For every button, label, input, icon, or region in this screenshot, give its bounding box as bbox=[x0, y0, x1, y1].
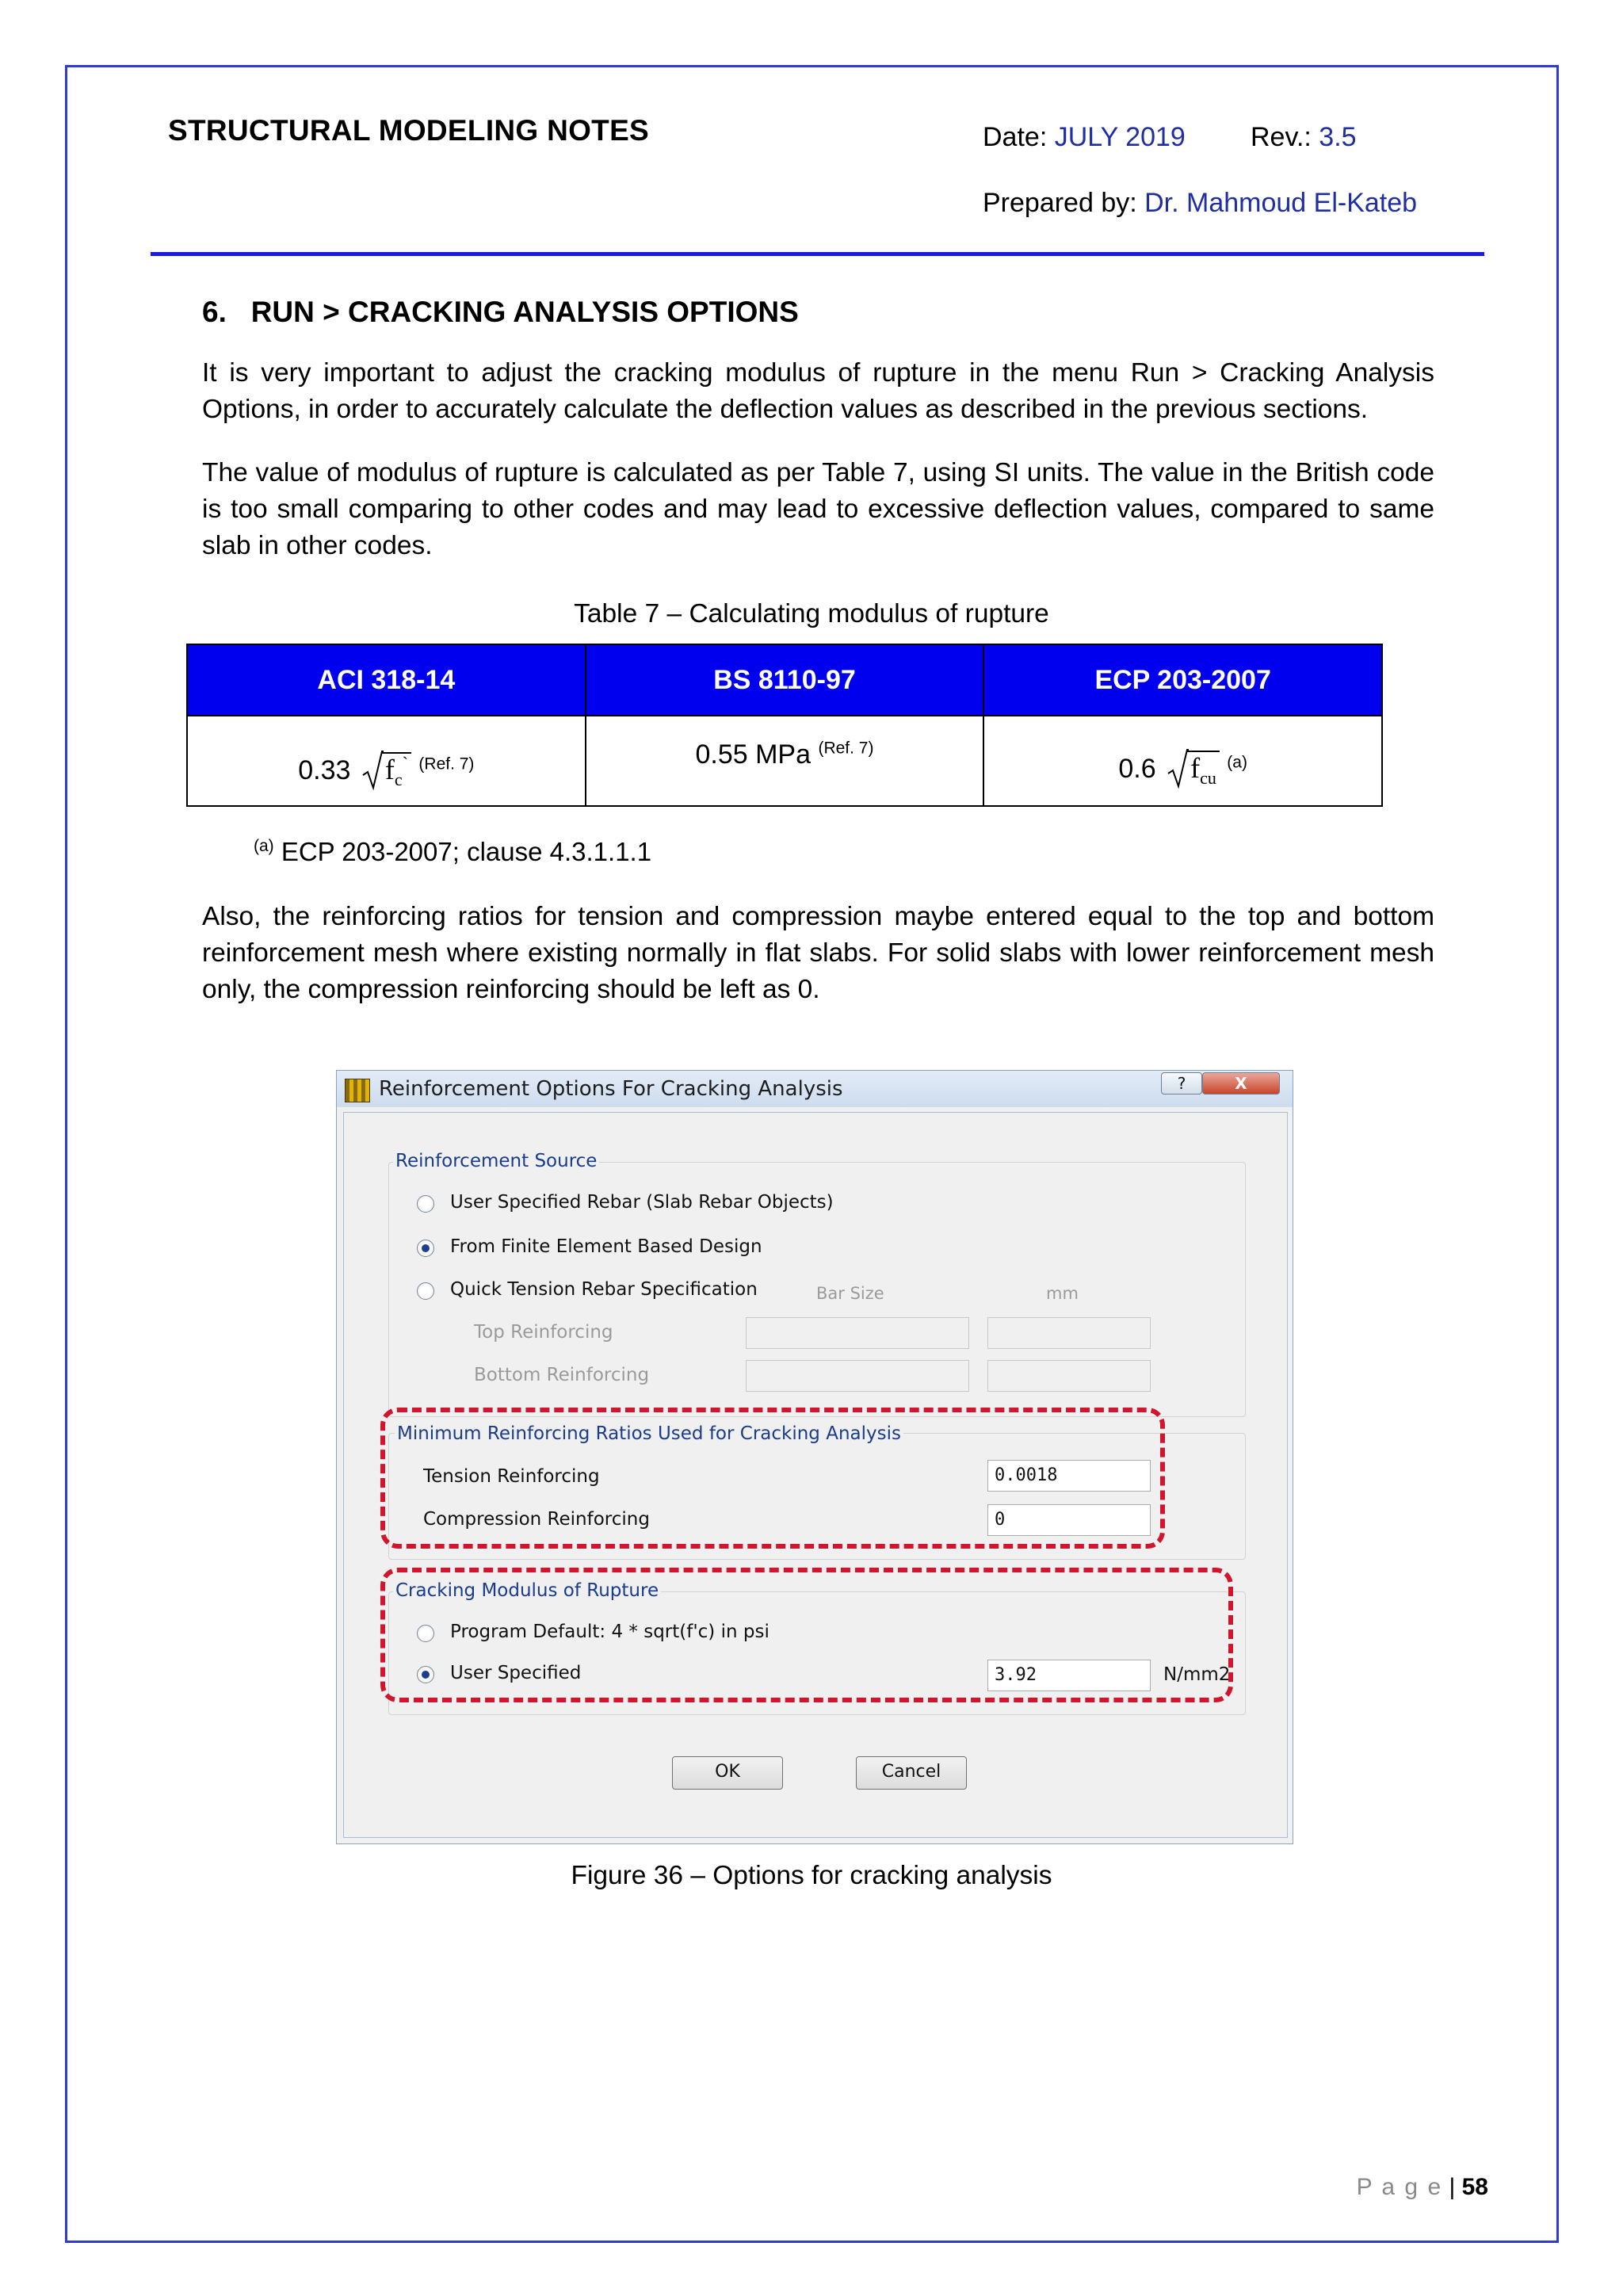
bottom-bar-size-input[interactable] bbox=[746, 1360, 969, 1392]
table-row bbox=[187, 716, 1382, 806]
date-field bbox=[983, 122, 1186, 153]
rev-label: Rev.: bbox=[1251, 122, 1312, 152]
compression-reinforcing-label: Compression Reinforcing bbox=[423, 1509, 650, 1530]
group-label: Reinforcement Source bbox=[393, 1151, 599, 1171]
section-heading: 6. RUN > CRACKING ANALYSIS OPTIONS bbox=[202, 296, 799, 328]
table-caption: Table 7 – Calculating modulus of rupture bbox=[574, 599, 1049, 628]
highlight-min-ratios bbox=[380, 1408, 1165, 1549]
document-title: STRUCTURAL MODELING NOTES bbox=[168, 114, 650, 147]
radio-label: Program Default: 4 * sqrt(f'c) in psi bbox=[450, 1622, 769, 1642]
ecp-reference: (a) bbox=[1227, 754, 1247, 773]
top-bar-size-input[interactable] bbox=[746, 1317, 969, 1349]
paragraph-1: It is very important to adjust the cracking modulus of rupture in the menu Run > Cracking Analysis Options, in order to accurately calculate the deflection values as described in the previous sections. bbox=[202, 358, 1434, 424]
footnote-mark: (a) bbox=[254, 837, 274, 855]
table-header-row bbox=[187, 644, 1382, 716]
figure-caption: Figure 36 – Options for cracking analysis bbox=[571, 1861, 1052, 1890]
prepared-value: Dr. Mahmoud El-Kateb bbox=[1144, 188, 1418, 218]
ecp-coefficient: 0.6 bbox=[1118, 754, 1156, 785]
paragraph-3: Also, the reinforcing ratios for tension and compression maybe entered equal to the top and bottom reinforcement mesh where existing normally in flat slabs. For solid slabs with lower reinforcement mesh only, the compression reinforcing should be left as 0. bbox=[202, 902, 1434, 1004]
group-label: Minimum Reinforcing Ratios Used for Cracking Analysis bbox=[395, 1423, 903, 1444]
app-icon bbox=[345, 1079, 370, 1102]
mm-header: mm bbox=[1046, 1284, 1079, 1303]
ecp-subscript: cu bbox=[1200, 768, 1216, 789]
aci-prime: ` bbox=[402, 753, 408, 774]
table-footnote bbox=[254, 837, 651, 867]
dialog-body bbox=[343, 1112, 1288, 1838]
modulus-value-input[interactable]: 3.92 bbox=[987, 1660, 1151, 1691]
ok-button[interactable]: OK bbox=[672, 1756, 783, 1790]
aci-subscript: c bbox=[394, 770, 403, 790]
table-header: ACI 318-14 bbox=[187, 644, 586, 716]
radio-user-specified-rebar[interactable] bbox=[417, 1195, 434, 1213]
cracking-options-dialog bbox=[336, 1070, 1293, 1844]
paragraph-2: The value of modulus of rupture is calculated as per Table 7, using SI units. The value in the British code is too small comparing to other codes and may lead to excessive deflection values, compared to same slab in other codes. bbox=[202, 458, 1434, 560]
modulus-table bbox=[186, 644, 1383, 807]
revision-field bbox=[1251, 122, 1357, 153]
prepared-by-field bbox=[983, 188, 1417, 219]
top-reinforcing-label: Top Reinforcing bbox=[474, 1322, 613, 1343]
footnote-text: ECP 203-2007; clause 4.3.1.1.1 bbox=[281, 837, 652, 866]
ecp-variable: f bbox=[1190, 752, 1201, 785]
table-header: ECP 203-2007 bbox=[983, 644, 1382, 716]
close-button[interactable]: X bbox=[1202, 1072, 1280, 1095]
bs-reference: (Ref. 7) bbox=[818, 739, 874, 758]
bottom-reinforcing-label: Bottom Reinforcing bbox=[474, 1365, 650, 1385]
bs-value: 0.55 MPa bbox=[695, 739, 812, 770]
aci-reference: (Ref. 7) bbox=[418, 755, 475, 774]
tension-reinforcing-input[interactable]: 0.0018 bbox=[987, 1460, 1151, 1492]
date-label: Date: bbox=[983, 122, 1048, 152]
dialog-title: Reinforcement Options For Cracking Analysis bbox=[379, 1077, 843, 1101]
sqrt-symbol bbox=[361, 753, 411, 790]
compression-reinforcing-input[interactable]: 0 bbox=[987, 1504, 1151, 1536]
dialog-titlebar bbox=[337, 1071, 1293, 1107]
prepared-label: Prepared by: bbox=[983, 188, 1137, 218]
table-header: BS 8110-97 bbox=[586, 644, 984, 716]
aci-formula-cell bbox=[187, 716, 586, 806]
page-number: 58 bbox=[1461, 2174, 1488, 2200]
help-button[interactable]: ? bbox=[1161, 1072, 1202, 1095]
aci-variable: f bbox=[384, 754, 395, 786]
sqrt-symbol bbox=[1167, 751, 1220, 789]
rev-value: 3.5 bbox=[1319, 122, 1357, 152]
radio-label: User Specified bbox=[450, 1663, 582, 1683]
radio-label: From Finite Element Based Design bbox=[450, 1236, 762, 1257]
page-separator: | bbox=[1449, 2174, 1456, 2200]
tension-reinforcing-label: Tension Reinforcing bbox=[423, 1466, 600, 1487]
ecp-formula-cell bbox=[983, 716, 1382, 806]
page-label: P a g e bbox=[1356, 2174, 1443, 2200]
radio-label: User Specified Rebar (Slab Rebar Objects) bbox=[450, 1192, 834, 1213]
modulus-unit-label: N/mm2 bbox=[1163, 1664, 1231, 1685]
aci-coefficient: 0.33 bbox=[298, 755, 351, 786]
radio-quick-tension-rebar[interactable] bbox=[417, 1282, 434, 1300]
radio-finite-element-design[interactable] bbox=[417, 1240, 434, 1257]
highlight-modulus-of-rupture bbox=[380, 1568, 1233, 1702]
cancel-button[interactable]: Cancel bbox=[856, 1756, 967, 1790]
group-label: Cracking Modulus of Rupture bbox=[393, 1580, 661, 1601]
bottom-spacing-input[interactable] bbox=[987, 1360, 1151, 1392]
date-value: JULY 2019 bbox=[1054, 122, 1186, 152]
radio-label: Quick Tension Rebar Specification bbox=[450, 1279, 758, 1300]
page-footer bbox=[1357, 2174, 1488, 2201]
bar-size-header: Bar Size bbox=[816, 1284, 884, 1303]
bs-formula-cell bbox=[586, 716, 984, 806]
top-spacing-input[interactable] bbox=[987, 1317, 1151, 1349]
header-rule bbox=[151, 252, 1484, 256]
